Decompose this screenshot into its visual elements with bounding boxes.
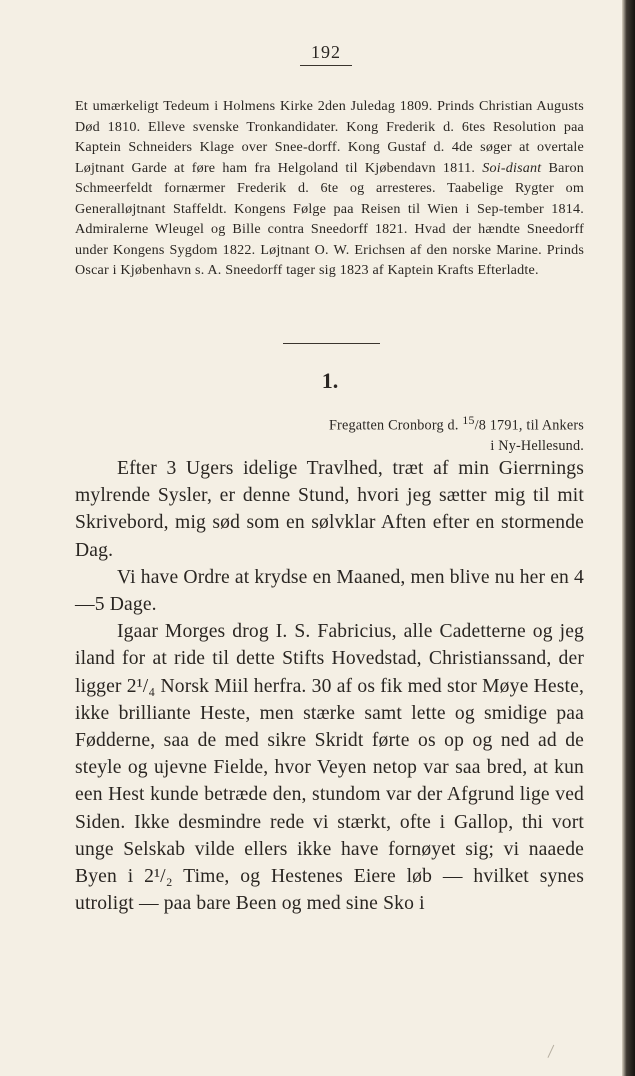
dateline-superscript: 15 <box>462 413 475 427</box>
summary-line: Baron Schmeerfeldt <box>75 159 584 196</box>
summary-line: W. Erichsen af den norske Marine. Prinds Oscar i Kjøbenhavn s. A. <box>75 241 585 278</box>
summary-line: dorff. Kong Gustaf d. 4de søger at overtale Løjtnant Garde at føre <box>75 139 584 176</box>
dateline-text: Fregatten Cronborg d. <box>328 417 463 434</box>
summary-line: ham fra Helgoland til Kjøbendavn 1811. <box>222 159 483 176</box>
stray-pencil-mark <box>547 1045 561 1061</box>
summary-line: Generalløjtnant Staffeldt. Kongens Følge paa Reisen til Wien i Sep- <box>75 200 504 217</box>
letter-body <box>75 455 584 917</box>
body-paragraph: Vi have Ordre at krydse en Maaned, men blive nu her en 4—5 Dage. <box>75 566 584 616</box>
section-divider <box>283 343 380 344</box>
summary-line: Sneedorff tager sig 1823 af Kaptein Krafts Efterladte. <box>225 262 539 278</box>
chapter-summary <box>75 96 584 281</box>
summary-line: tember 1814. Admiralerne Wleugel og Bille contra Sneedorff 1821. <box>75 200 584 237</box>
summary-italic-phrase: Soi-disant <box>482 159 542 176</box>
summary-line: Frederik d. 6tes Resolution paa Kaptein Schneiders Klage over Snee- <box>75 118 584 155</box>
summary-line: fornærmer Frederik d. 6te og arresteres. Taabelige Rygter om <box>164 180 584 196</box>
dateline-text: /8 1791, til Ankers <box>474 417 584 434</box>
book-spine-edge <box>622 0 635 1076</box>
section-number: 1. <box>321 368 339 393</box>
body-paragraph: Igaar Morges drog I. S. Fabricius, alle Cadetterne og jeg iland for at ride til dette Stifts Hovedstad, Christianssand, der ligger 2¹/₄ Norsk Miil herfra. 30 af os fik med stor Møye Heste, ikke brilliante Heste, men stærke samt lette og smidige paa Fødderne, saa de med sikre Skridt førte os op og ned ad de steyle og ujevne Fielde, hvor Veyen netop var saa bred, at kun een Hest kunde betræde den, stundom var der Afgrund lige ved Siden. Ikke desmindre rede vi stærkt, ofte i Gallop, thi vort unge Selskab vilde ellers ikke have fornøyet sig; vi naaede Byen i 2¹/₂ Time, og Hestenes Eiere løb — hvilket synes utroligt — paa bare Been og med sine Sko i <box>75 621 584 915</box>
summary-line: Christian Augusts Død 1810. Elleve svenske Tronkandidater. Kong <box>75 98 584 135</box>
letter-dateline <box>200 410 584 457</box>
summary-line: Et umærkeligt Tedeum i Holmens Kirke 2den Juledag 1809. Prinds <box>75 98 475 114</box>
page-number: 192 <box>300 42 352 66</box>
body-paragraph: Efter 3 Ugers idelige Travlhed, træt af min Gierrnings mylrende Sysler, er denne Stund, hvori jeg sætter mig til mit Skrivebord, mig sød som en sølvklar Aften efter en stormende Dag. <box>75 458 584 561</box>
summary-line: Hvad der hændte Sneedorff under Kongens Sygdom 1822. Løjtnant O. <box>75 221 584 258</box>
dateline-place: i Ny-Hellesund. <box>490 438 584 455</box>
